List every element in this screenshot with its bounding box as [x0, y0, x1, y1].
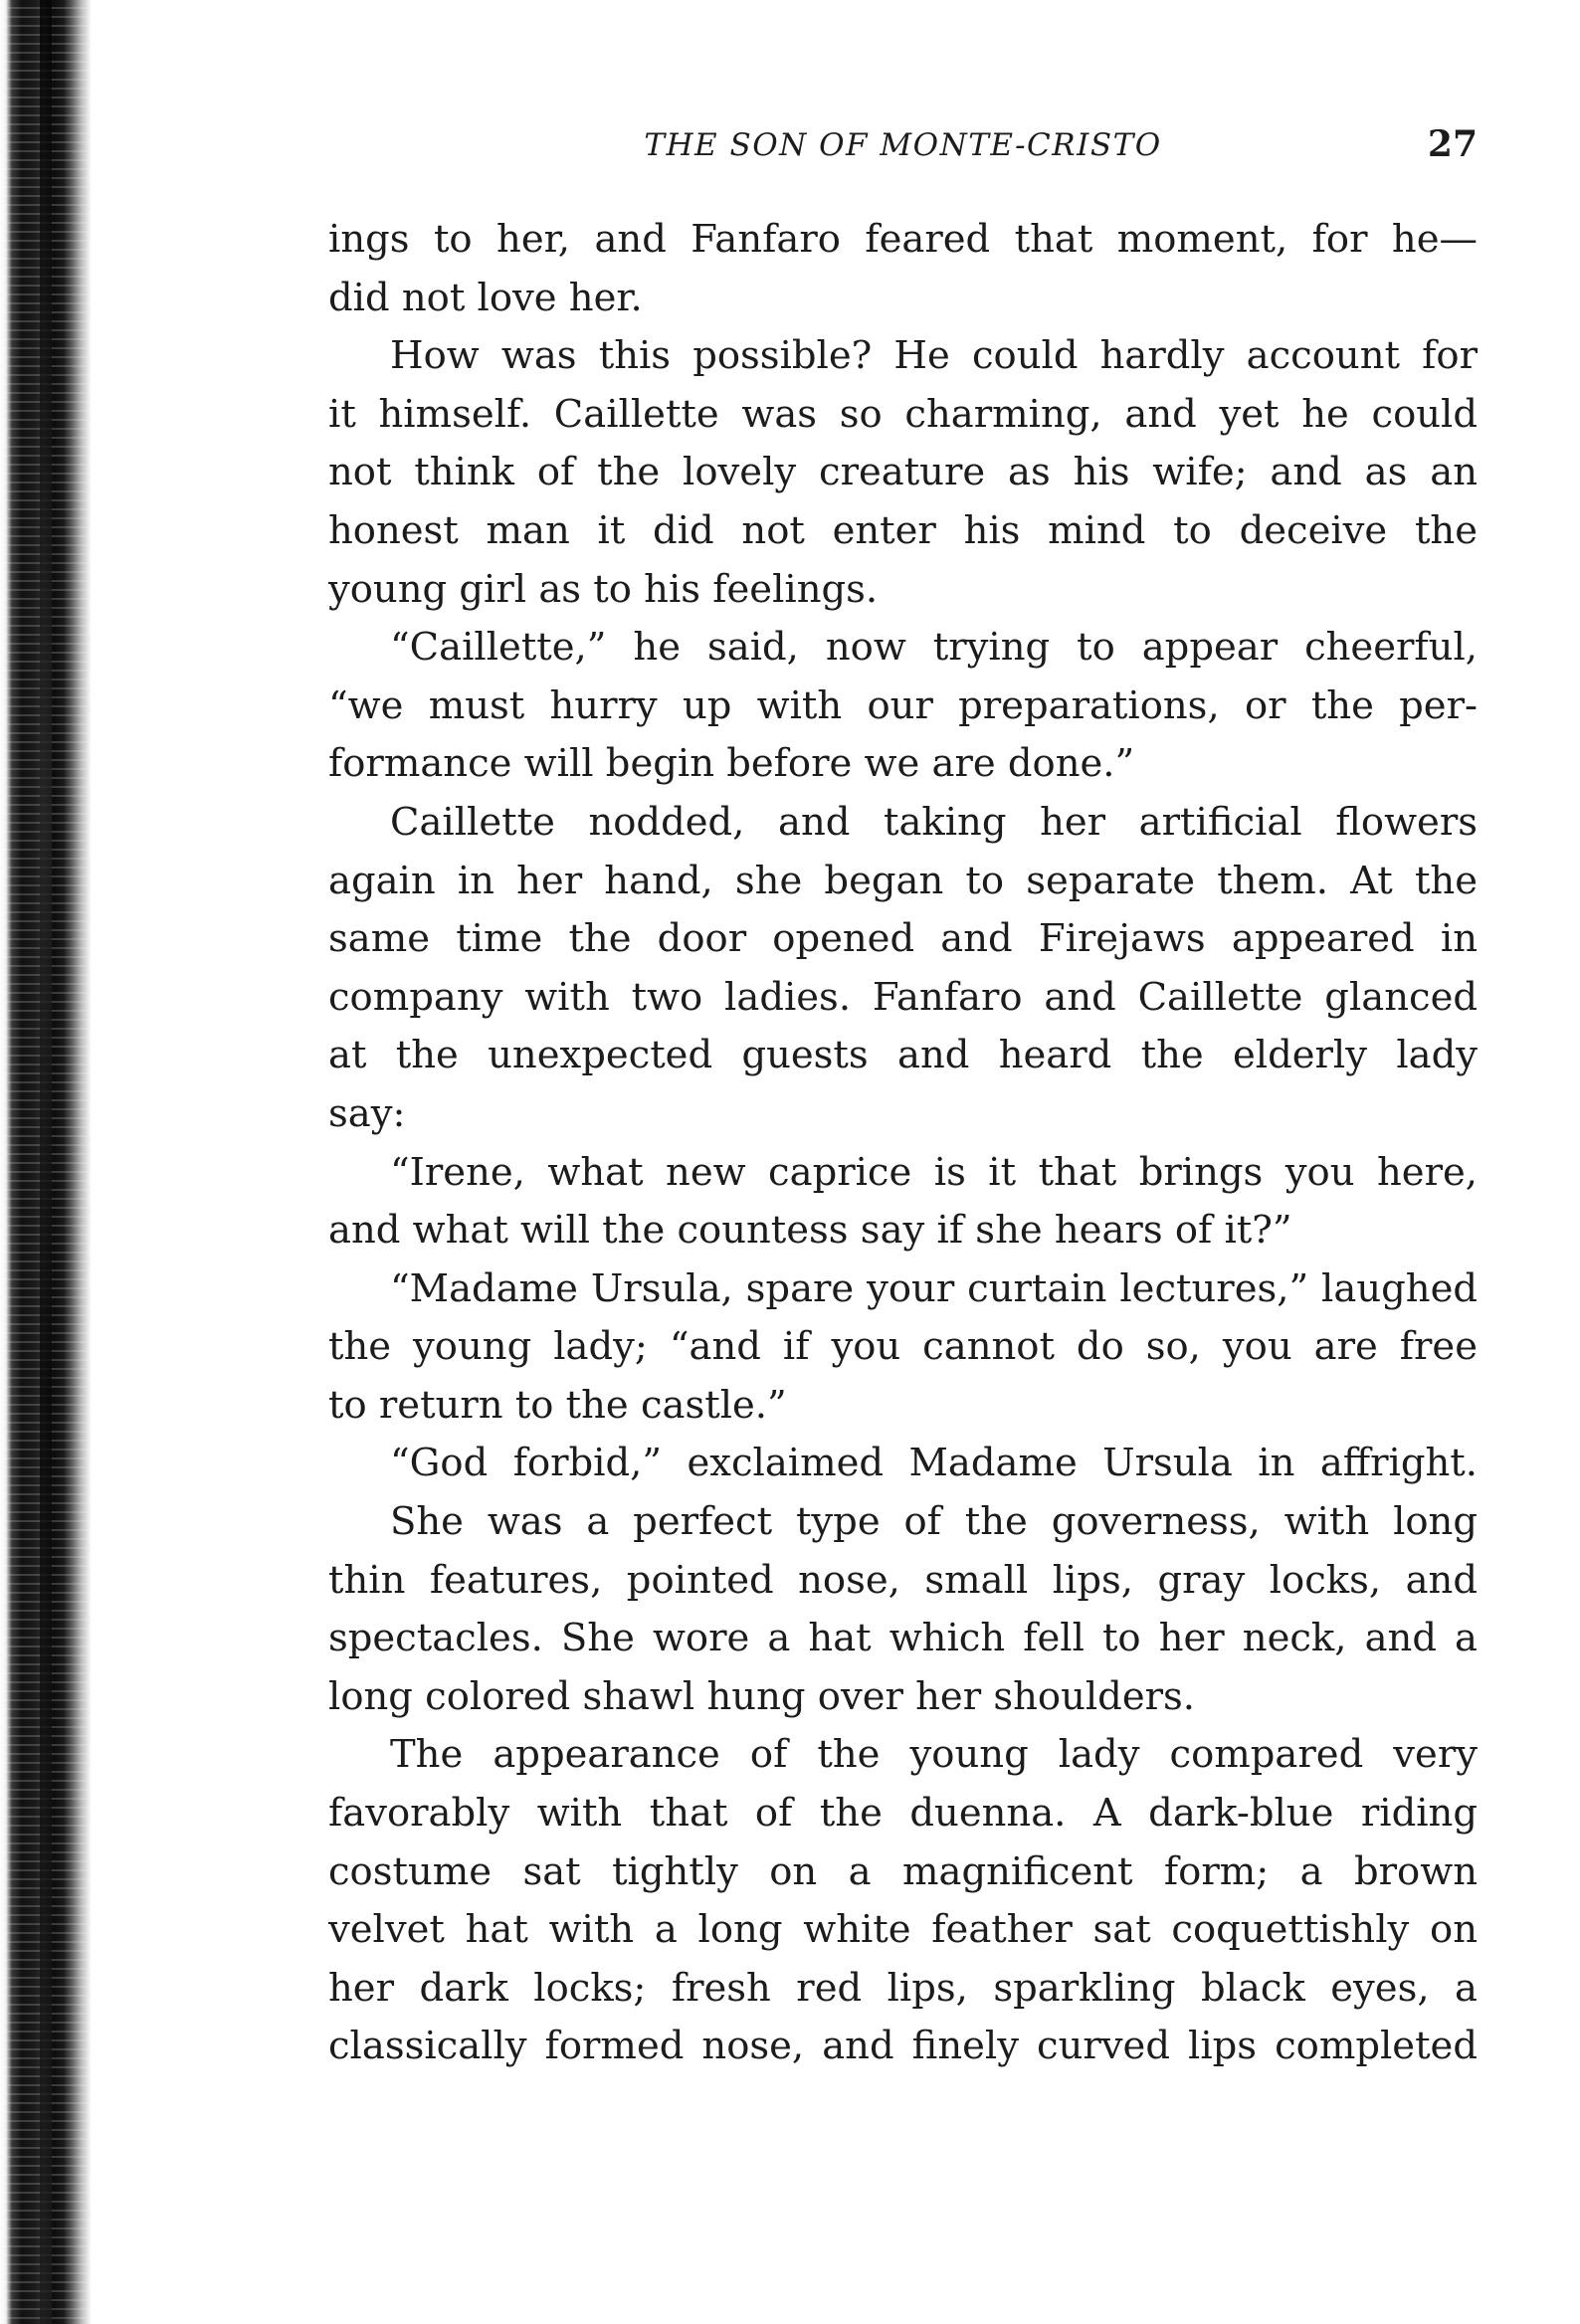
- text-line: Caillette nodded, and taking her artificial flowers: [390, 799, 1478, 845]
- text-line: costume sat tightly on a magnificent form; a brown: [328, 1848, 1478, 1894]
- text-line: again in her hand, she began to separate them. At the: [328, 858, 1478, 903]
- text-line: not think of the lovely creature as his wife; and as an: [328, 450, 1478, 495]
- text-line: “Caillette,” he said, now trying to appear cheerful,: [390, 625, 1478, 671]
- text-line: young girl as to his feelings.: [328, 566, 879, 612]
- text-line: classically formed nose, and finely curved lips completed: [328, 2024, 1478, 2069]
- text-line: it himself. Caillette was so charming, and yet he could: [328, 391, 1478, 437]
- page-number: 27: [1427, 123, 1478, 165]
- text-line: “Irene, what new caprice is it that brings you here,: [390, 1149, 1478, 1195]
- text-line: the young lady; “and if you cannot do so, you are free: [328, 1324, 1478, 1370]
- text-line: She was a perfect type of the governess, with long: [390, 1499, 1478, 1545]
- text-line: her dark locks; fresh red lips, sparkling black eyes, a: [328, 1965, 1478, 2011]
- text-line: “we must hurry up with our preparations, or the per-: [328, 682, 1478, 728]
- text-line: honest man it did not enter his mind to deceive the: [328, 507, 1478, 553]
- page-header: [328, 123, 1478, 187]
- text-line: “God forbid,” exclaimed Madame Ursula in affright.: [390, 1441, 1478, 1486]
- text-line: and what will the countess say if she hears of it?”: [328, 1208, 1292, 1254]
- text-line: did not love her.: [328, 275, 643, 320]
- text-line: same time the door opened and Firejaws appeared in: [328, 916, 1478, 962]
- text-line: long colored shawl hung over her shoulders.: [328, 1673, 1196, 1719]
- text-line: spectacles. She wore a hat which fell to her neck, and a: [328, 1616, 1478, 1661]
- running-title: THE SON OF MONTE-CRISTO: [644, 127, 1162, 163]
- text-line: to return to the castle.”: [328, 1382, 787, 1428]
- body-text: [328, 211, 1478, 2076]
- text-line: The appearance of the young lady compared very: [390, 1732, 1478, 1778]
- text-line: How was this possible? He could hardly account for: [390, 333, 1478, 379]
- text-line: favorably with that of the duenna. A dark-blue riding: [328, 1791, 1478, 1837]
- binding-shadow: [40, 0, 52, 2324]
- text-line: at the unexpected guests and heard the elderly lady: [328, 1033, 1478, 1078]
- text-line: say:: [328, 1090, 406, 1136]
- text-line: company with two ladies. Fanfaro and Caillette glanced: [328, 974, 1478, 1020]
- text-line: thin features, pointed nose, small lips, gray locks, and: [328, 1557, 1478, 1603]
- text-line: ings to her, and Fanfaro feared that moment, for he—: [328, 217, 1478, 262]
- text-line: “Madame Ursula, spare your curtain lectures,” laughed: [390, 1265, 1478, 1311]
- text-line: formance will begin before we are done.”: [328, 741, 1135, 787]
- text-line: velvet hat with a long white feather sat coquettishly on: [328, 1907, 1478, 1953]
